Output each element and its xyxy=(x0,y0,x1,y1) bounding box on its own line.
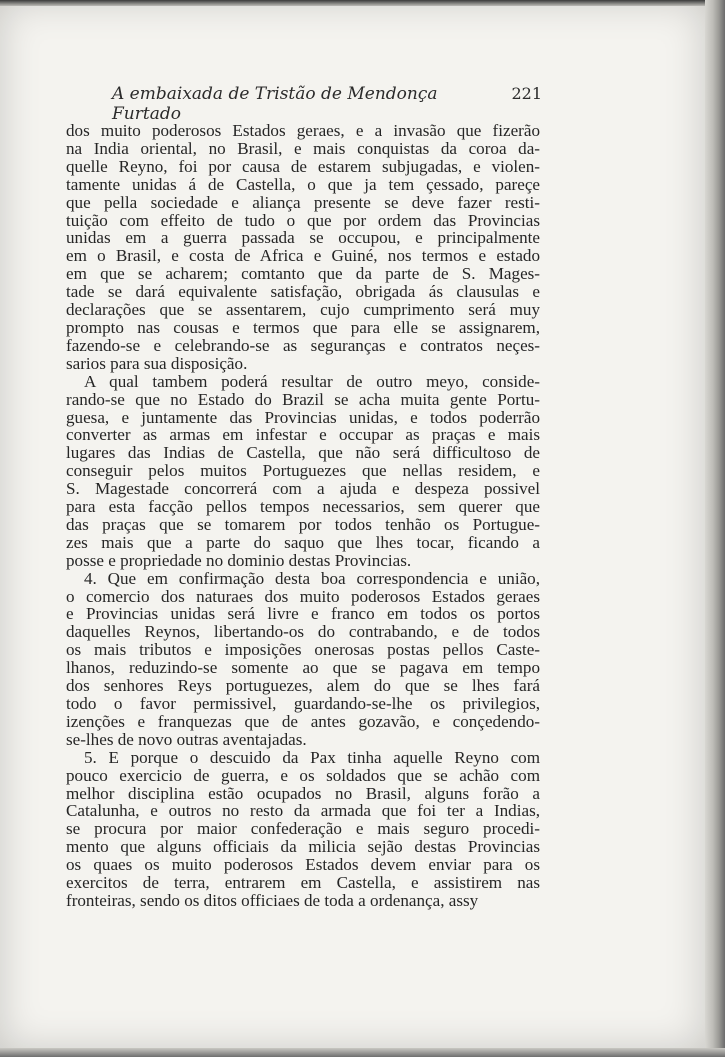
text-line: os quaes os muito poderosos Estados devem enviar para os xyxy=(66,855,540,875)
text-line: sarios para sua disposição. xyxy=(66,353,248,373)
paragraph-2 xyxy=(66,373,540,570)
text-line: izenções e franquezas que de antes gozavão, e conçedendo- xyxy=(66,711,540,731)
paragraph-4 xyxy=(66,749,540,910)
text-line: dos muito poderosos Estados geraes, e a invasão que fizerão xyxy=(66,121,540,140)
text-line: S. Magestade concorrerá com a ajuda e despeza possivel xyxy=(66,479,540,499)
text-line: para esta facção pellos tempos necessarios, sem querer que xyxy=(66,497,540,517)
text-line: prompto nas cousas e termos que para elle se assignarem, xyxy=(66,317,540,337)
text-line: se-lhes de novo outras aventajadas. xyxy=(66,729,307,749)
paragraph-1 xyxy=(66,122,540,373)
text-line: das praças que se tomarem por todos tenhão os Portugue- xyxy=(66,514,540,534)
text-line: pouco exercicio de guerra, e os soldados que se achão com xyxy=(66,765,540,785)
text-line: exercitos de terra, entrarem em Castella, e assistirem nas xyxy=(66,873,540,893)
text-line: todo o favor permissivel, guardando-se-lhe os privilegios, xyxy=(66,694,540,713)
text-line: tamente unidas á de Castella, o que ja tem çessado, pareçe xyxy=(66,174,540,194)
text-line: na India oriental, no Brasil, e mais conquistas da coroa da- xyxy=(66,138,540,158)
page-bottom-edge xyxy=(0,1048,725,1057)
text-line: dos senhores Reys portuguezes, alem do que se lhes fará xyxy=(66,676,540,696)
text-line: A qual tambem poderá resultar de outro meyo, conside- xyxy=(84,371,540,391)
page-number: 221 xyxy=(511,84,542,103)
text-line: os mais tributos e imposições onerosas postas pellos Caste- xyxy=(66,640,540,660)
text-line: guesa, e juntamente das Provincias unidas, e todos poderrão xyxy=(66,407,540,427)
text-line: conseguir pelos muitos Portuguezes que nellas residem, e xyxy=(66,461,540,481)
text-line: fazendo-se e celebrando-se as seguranças e contratos neçes- xyxy=(66,335,540,355)
text-line: fronteiras, sendo os ditos officiaes de toda a ordenança, assy xyxy=(66,890,479,910)
text-line: rando-se que no Estado do Brazil se acha muita gente Portu- xyxy=(66,389,540,409)
text-line: posse e propriedade no dominio destas Provincias. xyxy=(66,550,412,570)
running-head xyxy=(112,84,542,124)
text-line: Catalunha, e outros no resto da armada que foi ter a Indias, xyxy=(66,801,540,821)
text-line: 4. Que em confirmação desta boa correspondencia e união, xyxy=(84,568,540,588)
text-line: daquelles Reynos, libertando-os do contrabando, e de todos xyxy=(66,622,540,642)
text-line: e Provincias unidas será livre e franco em todos os portos xyxy=(66,604,540,624)
text-line: em que se acharem; comtanto que da parte de S. Mages- xyxy=(66,264,540,284)
text-line: que pella sociedade e aliança presente se deve fazer resti- xyxy=(66,192,540,212)
text-line: tade se dará equivalente satisfação, obrigada ás clausulas e xyxy=(66,282,540,302)
text-line: declarações que se assentarem, cujo cumprimento será muy xyxy=(66,300,540,320)
text-line: lhanos, reduzindo-se somente ao que se pagava em tempo xyxy=(66,658,540,678)
text-line: lugares das Indias de Castella, que não será difficultoso de xyxy=(66,443,540,463)
text-line: se procura por maior confederação e mais seguro procedi- xyxy=(66,819,540,839)
text-line: o comercio dos naturaes dos muito poderosos Estados geraes xyxy=(66,586,540,606)
text-line: 5. E porque o descuido da Pax tinha aquelle Reyno com xyxy=(84,747,540,767)
running-head-title: A embaixada de Tristão de Mendonça Furtado xyxy=(112,84,438,124)
text-line: converter as armas em infestar e occupar as praças e mais xyxy=(66,425,540,445)
text-line: unidas em a guerra passada se occupou, e principalmente xyxy=(66,228,540,248)
paragraph-3 xyxy=(66,570,540,749)
text-line: em o Brasil, e costa de Africa e Guiné, nos termos e estado xyxy=(66,246,540,266)
text-line: quelle Reyno, foi por causa de estarem subjugadas, e violen- xyxy=(66,156,540,176)
text-line: zes mais que a parte do saquo que lhes tocar, ficando a xyxy=(66,532,540,552)
page-right-edge xyxy=(705,0,725,1057)
text-line: tuição com effeito de tudo o que por ordem das Provincias xyxy=(66,210,540,230)
text-line: melhor disciplina estão ocupados no Brasil, alguns forão a xyxy=(66,783,540,803)
body-text xyxy=(66,122,540,910)
page-top-edge xyxy=(0,0,725,6)
text-line: mento que alguns officiais da milicia sejão destas Provincias xyxy=(66,837,540,857)
